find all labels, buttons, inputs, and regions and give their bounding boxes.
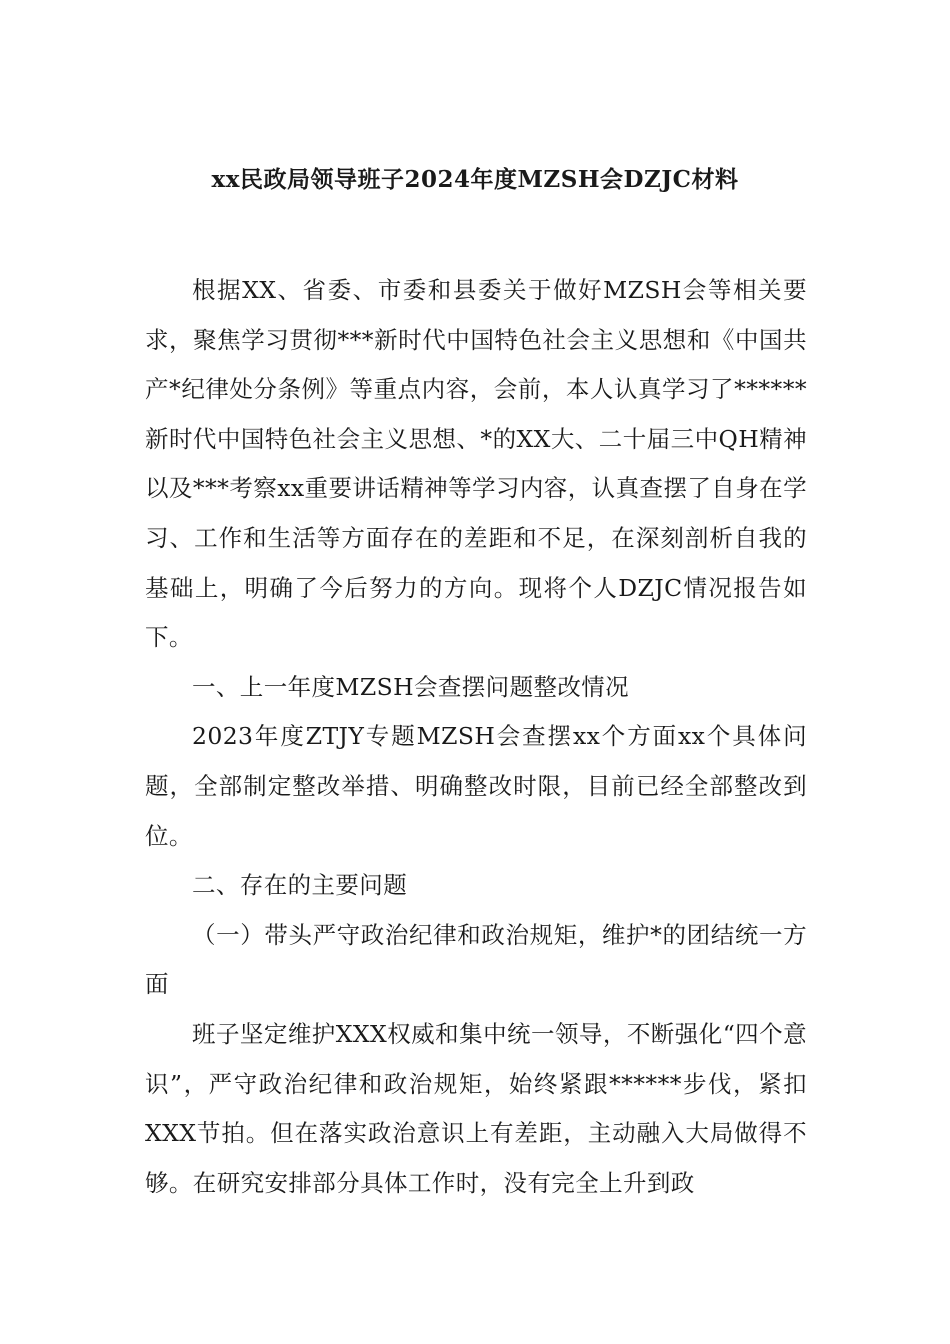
document-body: [145, 266, 807, 1208]
document-title: xx民政局领导班子2024年度MZSH会DZJC材料: [211, 166, 739, 193]
paragraph-intro: 根据XX、省委、市委和县委关于做好MZSH会等相关要求，聚焦学习贯彻***新时代中国特色社会主义思想和《中国共产*纪律处分条例》等重点内容，会前，本人认真学习了******新时代中国特色社会主义思想、*的XX大、二十届三中QH精神以及***考察xx重要讲话精神等学习内容，认真查摆了自身在学习、工作和生活等方面存在的差距和不足，在深刻剖析自我的基础上，明确了今后努力的方向。现将个人DZJC情况报告如下。: [145, 276, 807, 652]
subheading-political-discipline: （一）带头严守政治纪律和政治规矩，维护*的团结统一方面: [145, 920, 807, 999]
paragraph-political-discipline: 班子坚定维护XXX权威和集中统一领导，不断强化“四个意识”，严守政治纪律和政治规矩，始终紧跟******步伐，紧扣XXX节拍。但在落实政治意识上有差距，主动融入大局做得不够。在研究安排部分具体工作时，没有完全上升到政: [145, 1019, 807, 1197]
heading-section-2: 二、存在的主要问题: [192, 871, 408, 900]
heading-section-1: 一、上一年度MZSH会查摆问题整改情况: [192, 672, 630, 701]
paragraph-rectification: 2023年度ZTJY专题MZSH会查摆xx个方面xx个具体问题，全部制定整改举措、明确整改时限，目前已经全部整改到位。: [145, 722, 807, 850]
